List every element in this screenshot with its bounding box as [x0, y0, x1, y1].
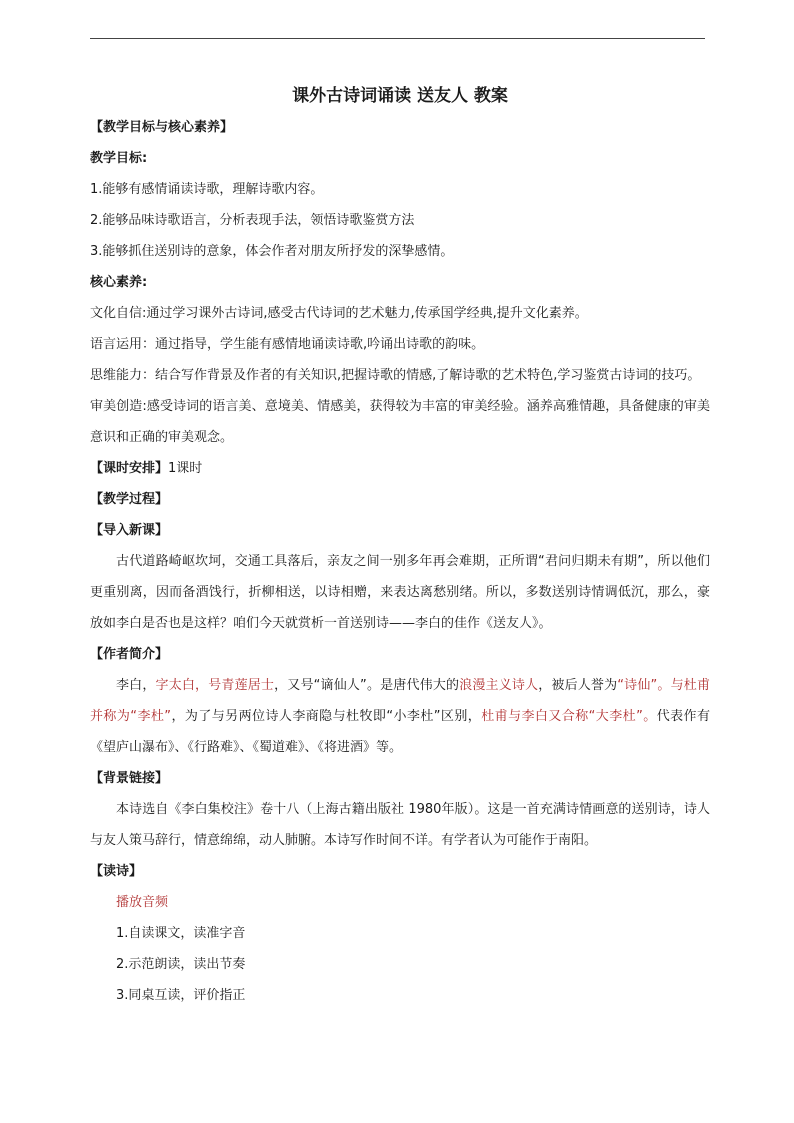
- author-text: 李白，: [116, 678, 156, 693]
- goal-item: 2.能够品味诗歌语言，分析表现手法，领悟诗歌鉴赏方法: [90, 213, 415, 228]
- header-rule: [90, 38, 705, 39]
- section-heading-process: 【教学过程】: [90, 492, 169, 507]
- core-item-thinking: 思维能力：结合写作背景及作者的有关知识,把握诗歌的情感,了解诗歌的艺术特色,学习鉴赏古诗词的技巧。: [90, 368, 701, 383]
- background-paragraph: 本诗选自《李白集校注》卷十八（上海古籍出版社 1980年版）。这是一首充满诗情画意的送别诗，诗人与友人策马辞行，情意绵绵，动人肺腑。本诗写作时间不详。有学者认为可能作于南阳。: [90, 802, 710, 848]
- author-paragraph: [90, 670, 710, 763]
- author-highlight: “诗仙”。与杜甫并称为“李杜”: [90, 678, 710, 724]
- section-heading-intro: 【导入新课】: [90, 523, 169, 538]
- section-heading-goals: 【教学目标与核心素养】: [90, 120, 234, 135]
- document-title: 课外古诗词诵读 送友人 教案: [292, 86, 508, 106]
- core-item-culture: 文化自信:通过学习课外古诗词,感受古代诗词的艺术魅力,传承国学经典,提升文化素养。: [90, 306, 588, 321]
- core-item-language: 语言运用：通过指导，学生能有感情地诵读诗歌,吟诵出诗歌的韵味。: [90, 337, 485, 352]
- intro-paragraph: 古代道路崎岖坎坷，交通工具落后，亲友之间一别多年再会难期，正所谓“君问归期未有期”，所以他们更重别离，因而备酒饯行，折柳相送，以诗相赠，来表达离愁别绪。所以，多数送别诗情调低沉，那么，豪放如李白是否也是这样？咱们今天就赏析一首送别诗——李白的佳作《送友人》。: [90, 554, 710, 631]
- read-step: 2.示范朗读，读出节奏: [116, 957, 246, 972]
- author-highlight: 浪漫主义诗人: [459, 678, 539, 693]
- schedule-label: 【课时安排】: [90, 461, 169, 476]
- author-text: ，被后人誉为: [538, 678, 618, 693]
- section-heading-background: 【背景链接】: [90, 771, 169, 786]
- read-step: 1.自读课文，读准字音: [116, 926, 246, 941]
- section-heading-read: 【读诗】: [90, 864, 143, 879]
- goal-item: 1.能够有感情诵读诗歌，理解诗歌内容。: [90, 182, 324, 197]
- author-highlight: 字太白，号青莲居士: [155, 678, 275, 693]
- document-body: [90, 82, 710, 1011]
- core-heading: 核心素养:: [90, 275, 148, 290]
- author-highlight: 杜甫与李白又合称“大李杜”。: [481, 709, 657, 724]
- schedule-line: [90, 453, 710, 484]
- goals-heading: 教学目标:: [90, 151, 148, 166]
- core-item-aesthetic: 审美创造:感受诗词的语言美、意境美、情感美，获得较为丰富的审美经验。涵养高雅情趣，具备健康的审美意识和正确的审美观念。: [90, 399, 710, 445]
- author-text: ，又号“谪仙人”。是唐代伟大的: [274, 678, 460, 693]
- goal-item: 3.能够抓住送别诗的意象，体会作者对朋友所抒发的深挚感情。: [90, 244, 454, 259]
- author-text: ，为了与另两位诗人李商隐与杜牧即“小李杜”区别，: [171, 709, 482, 724]
- schedule-value: 1课时: [168, 461, 203, 476]
- author-text: 代表作有《望庐山瀑布》、《行路难》、《蜀道难》、《将进酒》等。: [90, 709, 710, 755]
- play-audio-label: 播放音频: [116, 895, 169, 910]
- section-heading-author: 【作者简介】: [90, 647, 169, 662]
- read-step: 3.同桌互读，评价指正: [116, 988, 246, 1003]
